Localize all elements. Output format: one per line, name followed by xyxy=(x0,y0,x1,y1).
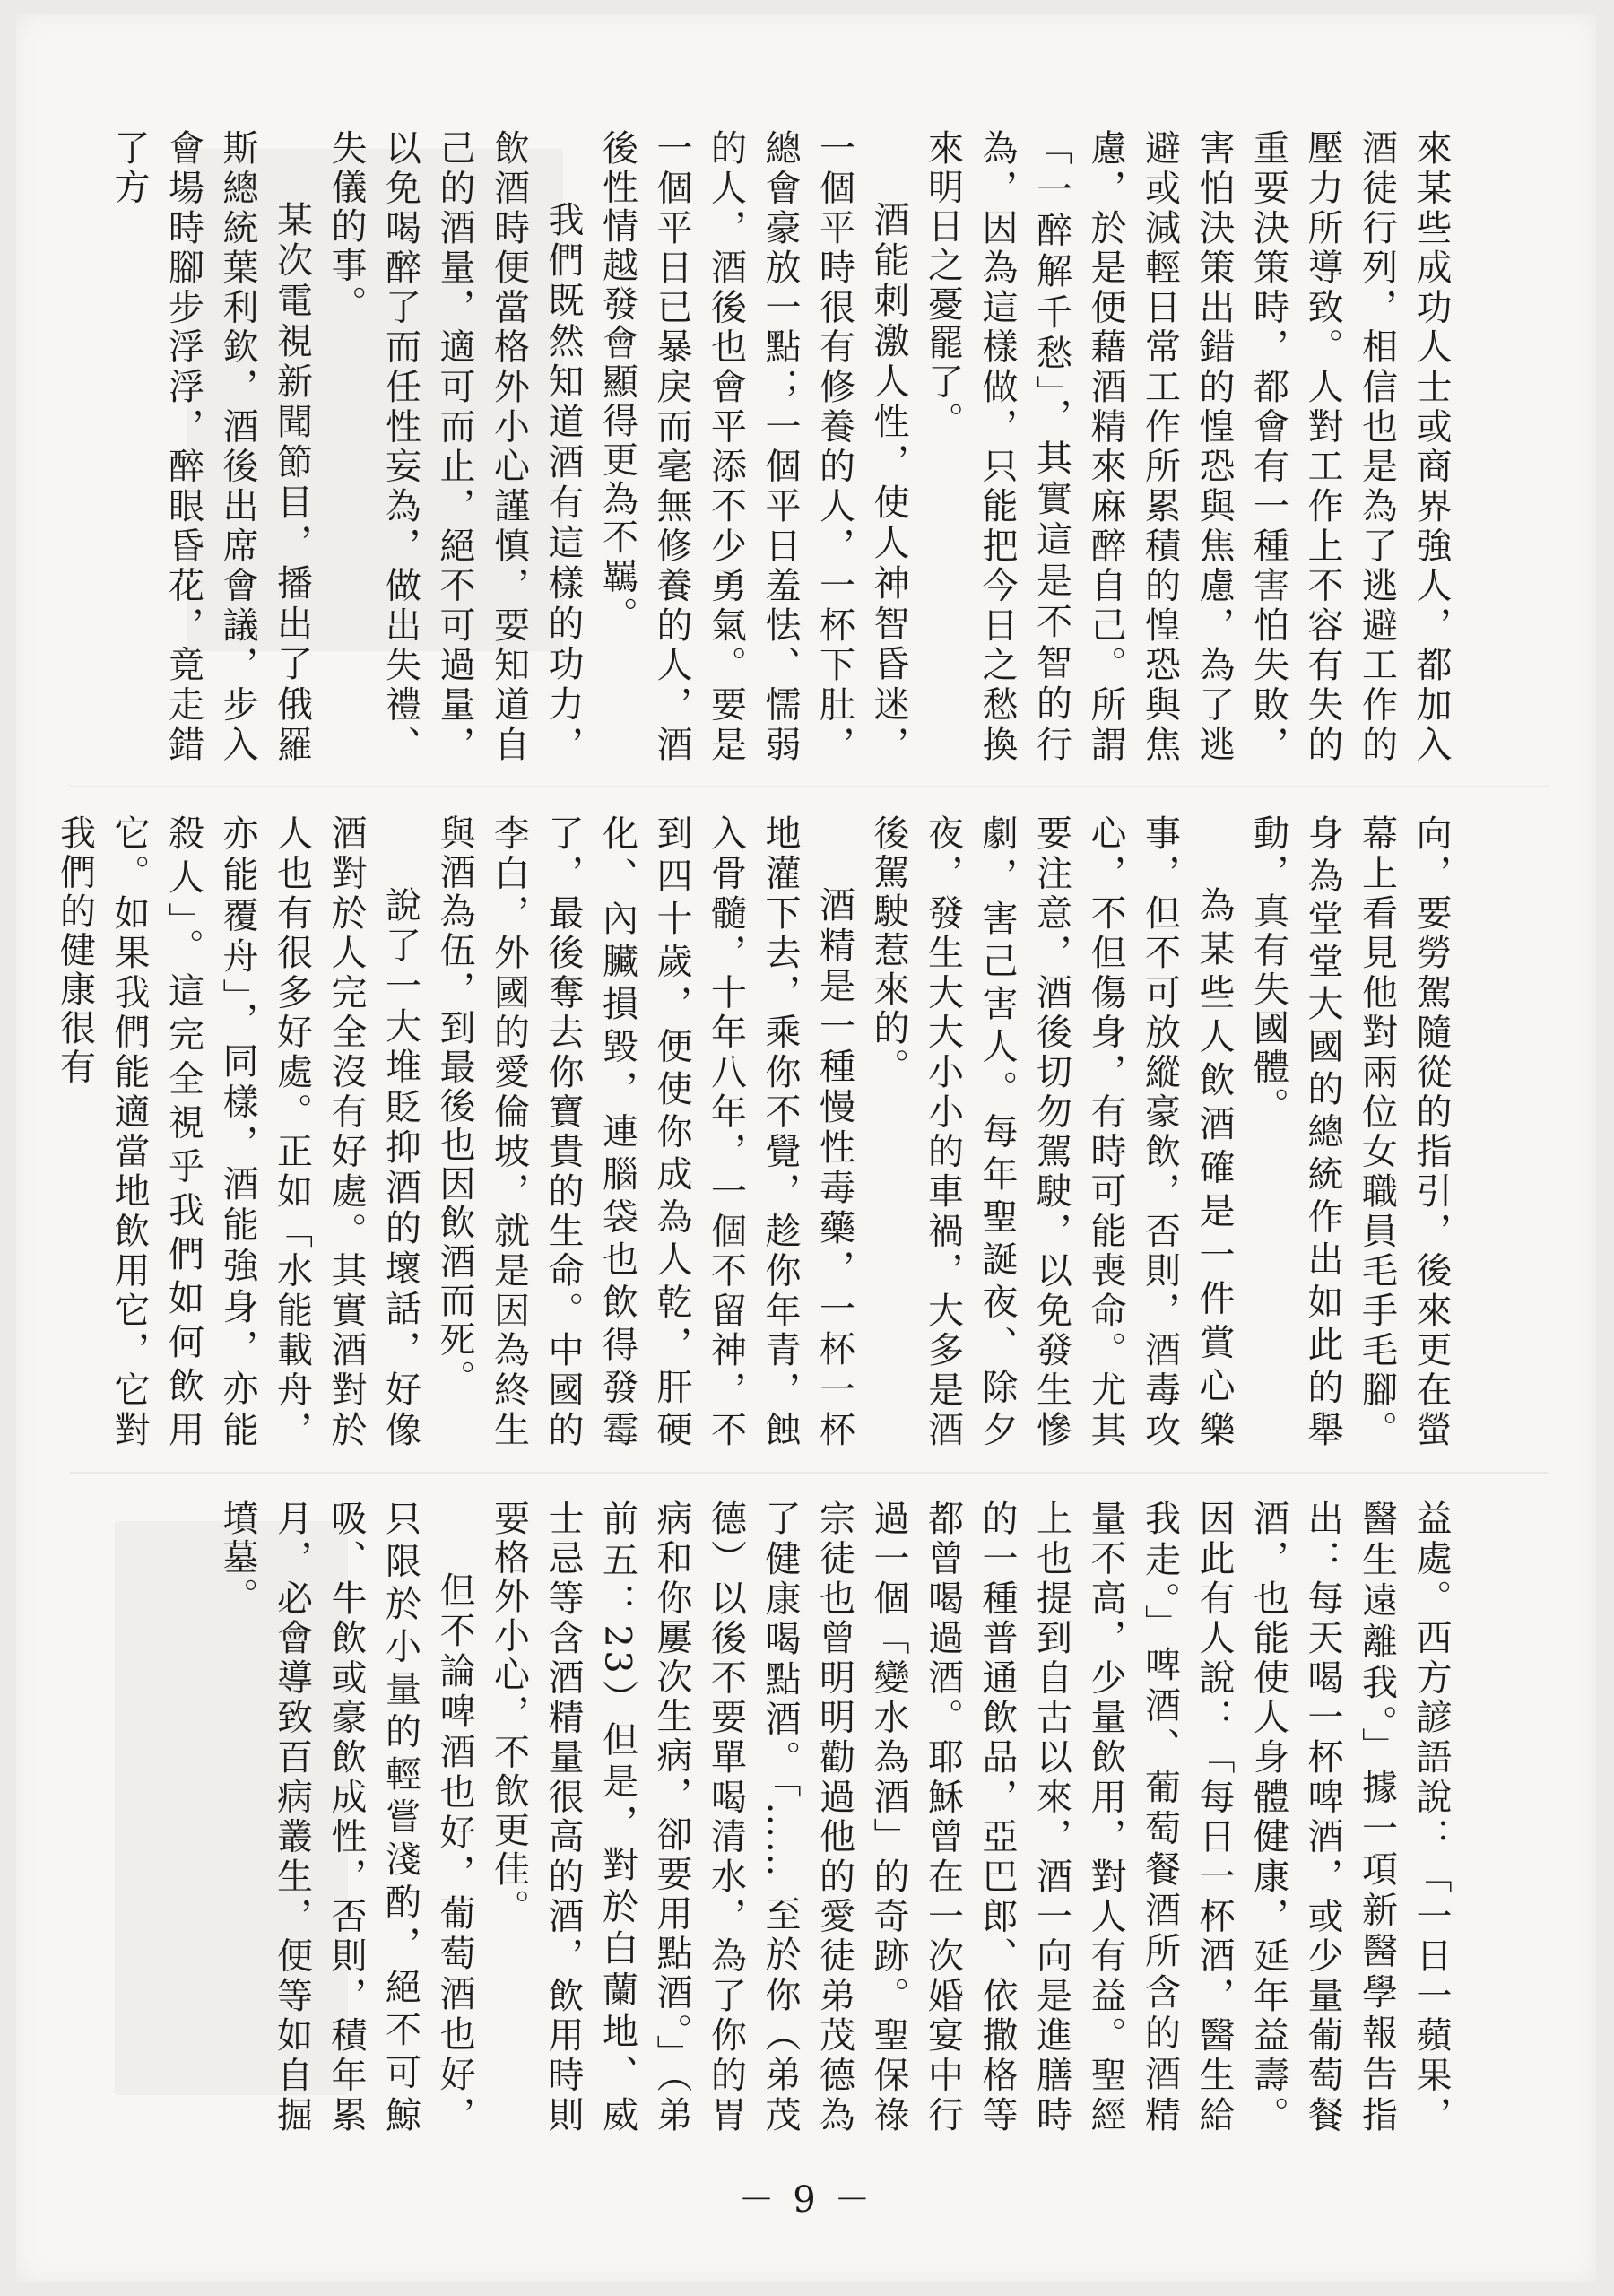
show-through-line xyxy=(70,1472,1549,1474)
paragraph: 說了一大堆貶抑酒的壞話，好像酒對於人完全沒有好處。其實酒對於人也有很多好處。正如「水能載舟，亦能覆舟」，同樣，酒能強身，亦能殺人」。這完全視乎我們如何飲用它。如果我們能適當地飲用它，它對我們的健康很有 xyxy=(54,814,421,1449)
paragraph: 來某些成功人士或商界強人，都加入酒徒行列，相信也是為了逃避工作的壓力所導致。人對工作上不容有失的重要決策時，都會有一種害怕失敗，害怕決策出錯的惶恐與焦慮，為了逃避或減輕日常工作所累積的惶恐與焦慮，於是便藉酒精來麻醉自己。所謂「一醉解千愁」，其實這是不智的行為，因為這樣做，只能把今日之愁換來明日之憂罷了。 xyxy=(922,129,1452,764)
show-through-line xyxy=(70,786,1549,787)
text-section-top xyxy=(108,129,1458,764)
document-page xyxy=(16,14,1596,2282)
paragraph: 但不論啤酒也好，葡萄酒也好，只限於小量的輕嘗淺酌，絕不可鯨吸、牛飲或豪飲成性，否則，積年累月，必會導致百病叢生，便等如自掘墳墓。 xyxy=(217,1500,475,2135)
paragraph: 向，要勞駕隨從的指引，後來更在螢幕上看見他對兩位女職員毛手毛腳。身為堂堂大國的總統作出如此的舉動，真有失國體。 xyxy=(1247,814,1452,1449)
text-section-bottom xyxy=(134,1500,1458,2135)
paragraph: 益處。西方諺語說：「一日一蘋果，醫生遠離我。」據一項新醫學報告指出：每天喝一杯啤酒，或少量葡萄餐酒，也能使人身體健康，延年益壽。因此有人說：「每日一杯酒，醫生給我走。」啤酒、葡萄餐酒所含的酒精量不高，少量飲用，對人有益。聖經上也提到自古以來，酒一向是進膳時的一種普通飲品，亞巴郎、依撒格等都曾喝過酒。耶穌曾在一次婚宴中行過一個「變水為酒」的奇跡。聖保祿宗徒也曾明明勸過他的愛徒弟茂德為了健康喝點酒。「…… 至於你（弟茂德）以後不要單喝清水，為了你的胃病和你屢次生病，卻要用點酒。」（弟前五：23）但是，對於白蘭地、威士忌等含酒精量很高的酒，飲用時則要格外小心，不飲更佳。 xyxy=(488,1500,1452,2135)
paragraph: 酒精是一種慢性毒藥，一杯一杯地灌下去，乘你不覺，趁你年青，蝕入骨髓，十年八年，一個不留神，不到四十歲，便使你成為人乾，肝硬化、內臟損毀，連腦袋也飲得發霉了，最後奪去你寶貴的生命。中國的李白，外國的愛倫坡，就是因為終生與酒為伍，到最後也因飲酒而死。 xyxy=(434,814,855,1449)
paragraph: 我們既然知道酒有這樣的功力，飲酒時便當格外小心謹慎，要知道自己的酒量，適可而止，絕不可過量，以免喝醉了而任性妄為，做出失禮、失儀的事。 xyxy=(325,129,584,764)
text-section-middle xyxy=(54,814,1458,1449)
page-number: － 9 － xyxy=(738,2179,874,2221)
paragraph: 為某些人飲酒確是一件賞心樂事，但不可放縱豪飲，否則，酒毒攻心，不但傷身，有時可能喪命。尤其要注意，酒後切勿駕駛，以免發生慘劇，害己害人。每年聖誕夜、除夕夜，發生大大小小的車禍，大多是酒後駕駛惹來的。 xyxy=(868,814,1235,1449)
paragraph: 某次電視新聞節目，播出了俄羅斯總統葉利欽，酒後出席會議，步入會場時腳步浮浮，醉眼昏花，竟走錯了方 xyxy=(108,129,313,764)
paragraph: 酒能刺激人性，使人神智昏迷，一個平時很有修養的人，一杯下肚，總會豪放一點；一個平日羞怯、懦弱的人，酒後也會平添不少勇氣。要是一個平日已暴戾而毫無修養的人，酒後性情越發會顯得更為不羈。 xyxy=(596,129,909,764)
